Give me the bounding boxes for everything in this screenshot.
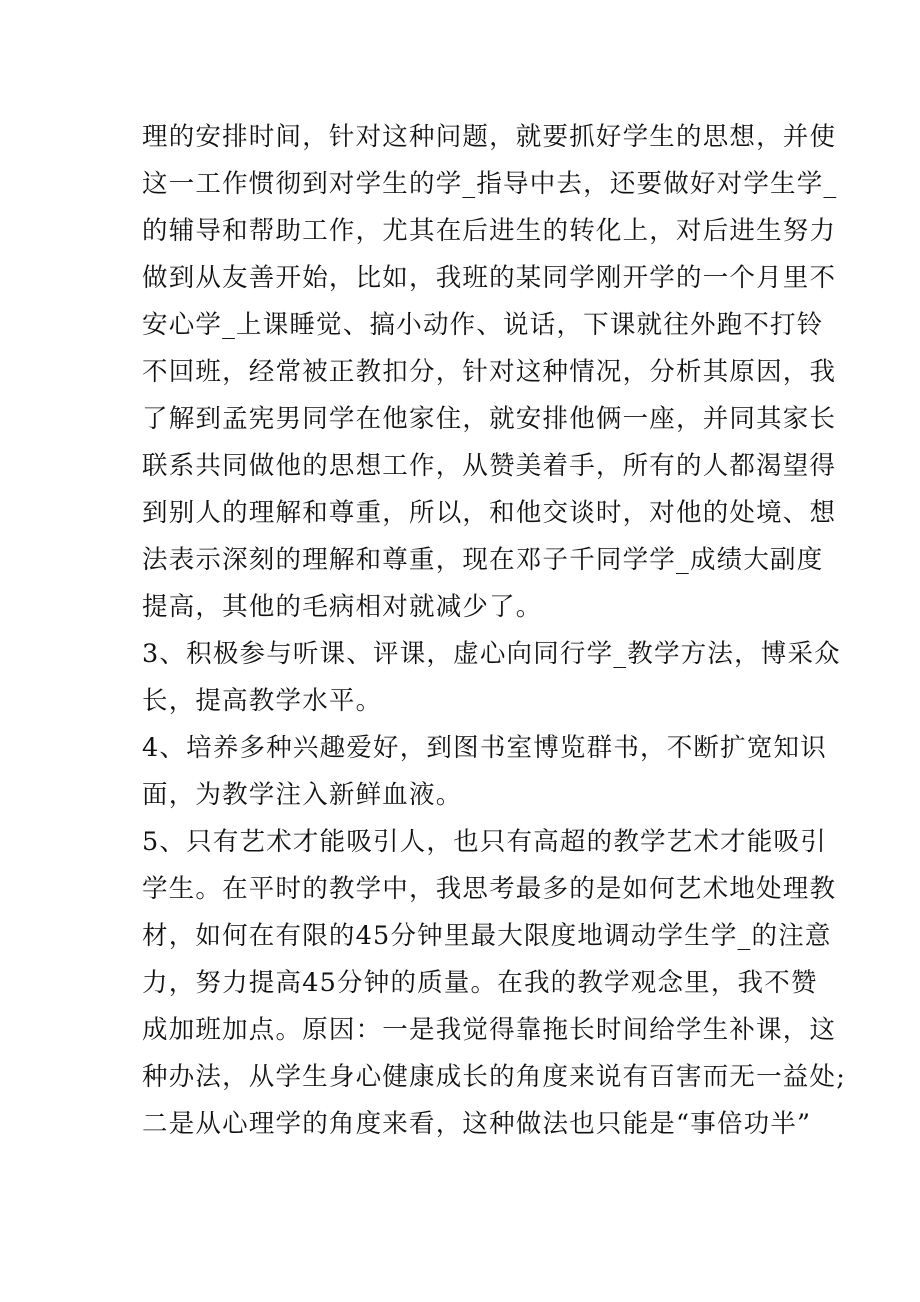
text-line: 做到从友善开始，比如，我班的某同学刚开学的一个月里不 <box>142 263 837 293</box>
text-line: 力，努力提高45分钟的质量。在我的教学观念里，我不赞 <box>142 968 818 998</box>
body-text <box>142 114 846 1148</box>
text-line: 材，如何在有限的45分钟里最大限度地调动学生学_的注意 <box>142 921 832 951</box>
text-line: 学生。在平时的教学中，我思考最多的是如何艺术地处理教 <box>142 874 837 904</box>
text-line: 法表示深刻的理解和尊重，现在邓子千同学学_成绩大副度 <box>142 545 824 575</box>
text-line: 的辅导和帮助工作，尤其在后进生的转化上，对后进生努力 <box>142 216 837 246</box>
text-line: 安心学_上课睡觉、搞小动作、说话，下课就往外跑不打铃 <box>142 310 824 340</box>
text-line: 了解到孟宪男同学在他家住，就安排他俩一座，并同其家长 <box>142 404 837 434</box>
text-line: 二是从心理学的角度来看，这种做法也只能是“事倍功半” <box>142 1109 812 1139</box>
text-line: 3、积极参与听课、评课，虚心向同行学_教学方法，博采众 <box>142 639 841 669</box>
text-line: 联系共同做他的思想工作，从赞美着手，所有的人都渴望得 <box>142 451 837 481</box>
text-line: 这一工作惯彻到对学生的学_指导中去，还要做好对学生学_ <box>142 169 838 199</box>
text-line: 5、只有艺术才能吸引人，也只有高超的教学艺术才能吸引 <box>142 827 827 857</box>
text-line: 不回班，经常被正教扣分，针对这种情况，分析其原因，我 <box>142 357 837 387</box>
text-line: 面，为教学注入新鲜血液。 <box>142 780 463 810</box>
text-line: 到别人的理解和尊重，所以，和他交谈时，对他的处境、想 <box>142 498 837 528</box>
text-line: 种办法，从学生身心健康成长的角度来说有百害而无一益处; <box>142 1062 846 1092</box>
text-line: 4、培养多种兴趣爱好，到图书室博览群书，不断扩宽知识 <box>142 733 827 763</box>
text-line: 理的安排时间，针对这种问题，就要抓好学生的思想，并使 <box>142 122 837 152</box>
text-line: 长，提高教学水平。 <box>142 686 383 716</box>
text-line: 提高，其他的毛病相对就减少了。 <box>142 592 543 622</box>
text-line: 成加班加点。原因：一是我觉得靠拖长时间给学生补课，这 <box>142 1015 837 1045</box>
